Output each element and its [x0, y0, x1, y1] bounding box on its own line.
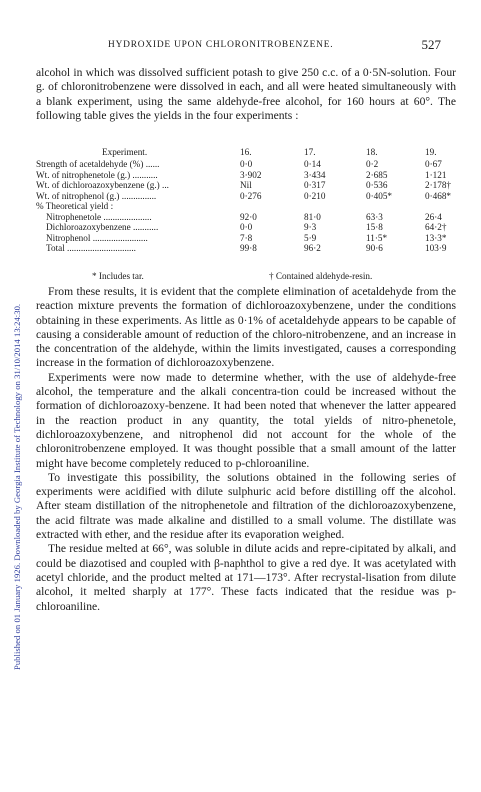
table-cell: 2·178†	[425, 180, 452, 190]
table-cell: 0·0	[240, 222, 253, 232]
table-cell: Nil	[240, 180, 252, 190]
footnote-resin: † Contained aldehyde-resin.	[269, 271, 373, 281]
row-label: Wt. of dichloroazoxybenzene (g.) ...	[36, 180, 169, 190]
table-cell: 0·67	[425, 159, 442, 169]
table-cell: 13·3*	[425, 232, 447, 243]
table-row	[36, 222, 456, 233]
table-cell: 11·5*	[366, 232, 388, 243]
publication-sidebar	[6, 30, 22, 730]
table-header-col-19: 19.	[425, 147, 437, 157]
row-label: Total ..............................	[46, 243, 136, 253]
table-cell: 99·8	[240, 243, 257, 253]
yields-table	[36, 147, 456, 254]
sidebar-provenance-text: Published on 01 January 1926. Downloaded by Georgia Institute of Technology on 31/10/2014 13:24:30.	[12, 303, 22, 670]
table-cell: 64·2†	[425, 222, 447, 232]
table-cell: 81·0	[304, 211, 321, 222]
row-label: Strength of acetaldehyde (%) ......	[36, 159, 160, 169]
table-row	[36, 201, 456, 212]
table-cell: 0·536	[366, 180, 388, 190]
table-cell: 0·14	[304, 159, 321, 169]
page-number: 527	[421, 37, 441, 52]
table-row	[36, 159, 456, 170]
row-label: Wt. of nitrophenol (g.) ...............	[36, 190, 157, 201]
body-paragraph: Experiments were now made to determine whether, with the use of aldehyde-free alcohol, the temperature and the alkali concentra-tion could be increased without the formation of dichloroazoxy-benzene. It had been noted that whenever the latter appeared in the reaction product in any quantity, the total yields of nitro-phenetole, dichloroazoxybenzene, and nitrophenol did not account for the whole of the chloronitrobenzene employed. It was thought possible that a small amount of the latter might have become completely reduced to p-chloroaniline.	[36, 370, 456, 470]
table-row	[36, 180, 456, 191]
table-cell: 0·2	[366, 159, 379, 169]
intro-paragraph: alcohol in which was dissolved sufficient potash to give 250 c.c. of a 0·5N-solution. Four g. of chloronitrobenzene were dissolved in each, and all were heated simultaneously with a blank experiment, using the same aldehyde-free alcohol, for 160 hours at 60°. The following table gives the yields in the four experiments :	[36, 66, 456, 122]
table-cell: 0·0	[240, 159, 253, 169]
table-cell: 9·3	[304, 222, 317, 232]
body-text	[36, 285, 456, 614]
table-cell: 90·6	[366, 243, 383, 253]
table-cell: 63·3	[366, 211, 383, 222]
table-row	[36, 243, 456, 254]
body-paragraph: The residue melted at 66°, was soluble in dilute acids and repre-cipitated by alkali, and could be diazotised and coupled with β-naphthol to give a red dye. It was acetylated with acetyl chloride, and the product melted at 171—173°. After recrystal-lisation from dilute alcohol, it melted sharply at 177°. These facts indicated that the residue was p-chloroaniline.	[36, 542, 456, 613]
table-cell: 0·276	[240, 190, 262, 201]
table-header-row	[36, 147, 456, 159]
table-cell: 3·902	[240, 169, 262, 180]
row-label: Wt. of nitrophenetole (g.) ...........	[36, 169, 158, 180]
table-row	[36, 170, 456, 181]
running-title: HYDROXIDE UPON CHLORONITROBENZENE.	[108, 40, 334, 50]
table-cell: 26·4	[425, 211, 442, 222]
table-cell: 92·0	[240, 211, 257, 222]
table-cell: 103·9	[425, 243, 447, 253]
table-cell: 0·405*	[366, 190, 393, 201]
table-cell: 0·317	[304, 180, 326, 190]
table-cell: 7·8	[240, 232, 253, 243]
row-label: Nitrophenetole .....................	[46, 211, 152, 222]
row-label: Nitrophenol ........................	[46, 232, 148, 243]
table-header-col-18: 18.	[366, 147, 378, 157]
table-cell: 2·685	[366, 169, 388, 180]
table-cell: 3·434	[304, 169, 326, 180]
table-cell: 1·121	[425, 169, 447, 180]
body-paragraph: To investigate this possibility, the solutions obtained in the following series of experiments were acidified with dilute sulphuric acid before distilling off the alcohol. After steam distillation of the nitrophenetole and filtration of the dichloroazoxybenzene, the acid filtrate was made alkaline and distilled to a small volume. The distillate was extracted with ether, and the residue after its evaporation weighed.	[36, 470, 456, 542]
table-cell: 96·2	[304, 243, 321, 253]
table-row	[36, 191, 456, 202]
intro-paragraph-block	[36, 66, 456, 123]
row-label: Dichloroazoxybenzene ...........	[46, 222, 159, 232]
table-cell: 0·210	[304, 190, 326, 201]
table-row	[36, 212, 456, 223]
row-label: % Theoretical yield :	[36, 201, 114, 211]
footnote-tar: * Includes tar.	[92, 271, 144, 281]
table-cell: 15·8	[366, 222, 383, 232]
table-cell: 0·468*	[425, 190, 452, 201]
table-cell: 5·9	[304, 232, 317, 243]
table-row	[36, 233, 456, 244]
table-header-col-17: 17.	[304, 147, 316, 157]
running-header	[108, 37, 441, 54]
table-header-col-16: 16.	[240, 147, 252, 157]
body-paragraph: From these results, it is evident that the complete elimination of acetaldehyde from the reaction mixture prevents the formation of dichloroazoxybenzene, under the conditions obtaining in these experiments. As little as 0·1% of acetaldehyde appears to be capable of causing a considerable amount of reduction of the chloro-nitrobenzene, and an increase in the concentration of the aldehyde, within the limits investigated, causes a corresponding increase in the formation of dichloroazoxybenzene.	[36, 285, 456, 370]
table-header-label: Experiment.	[102, 147, 148, 157]
